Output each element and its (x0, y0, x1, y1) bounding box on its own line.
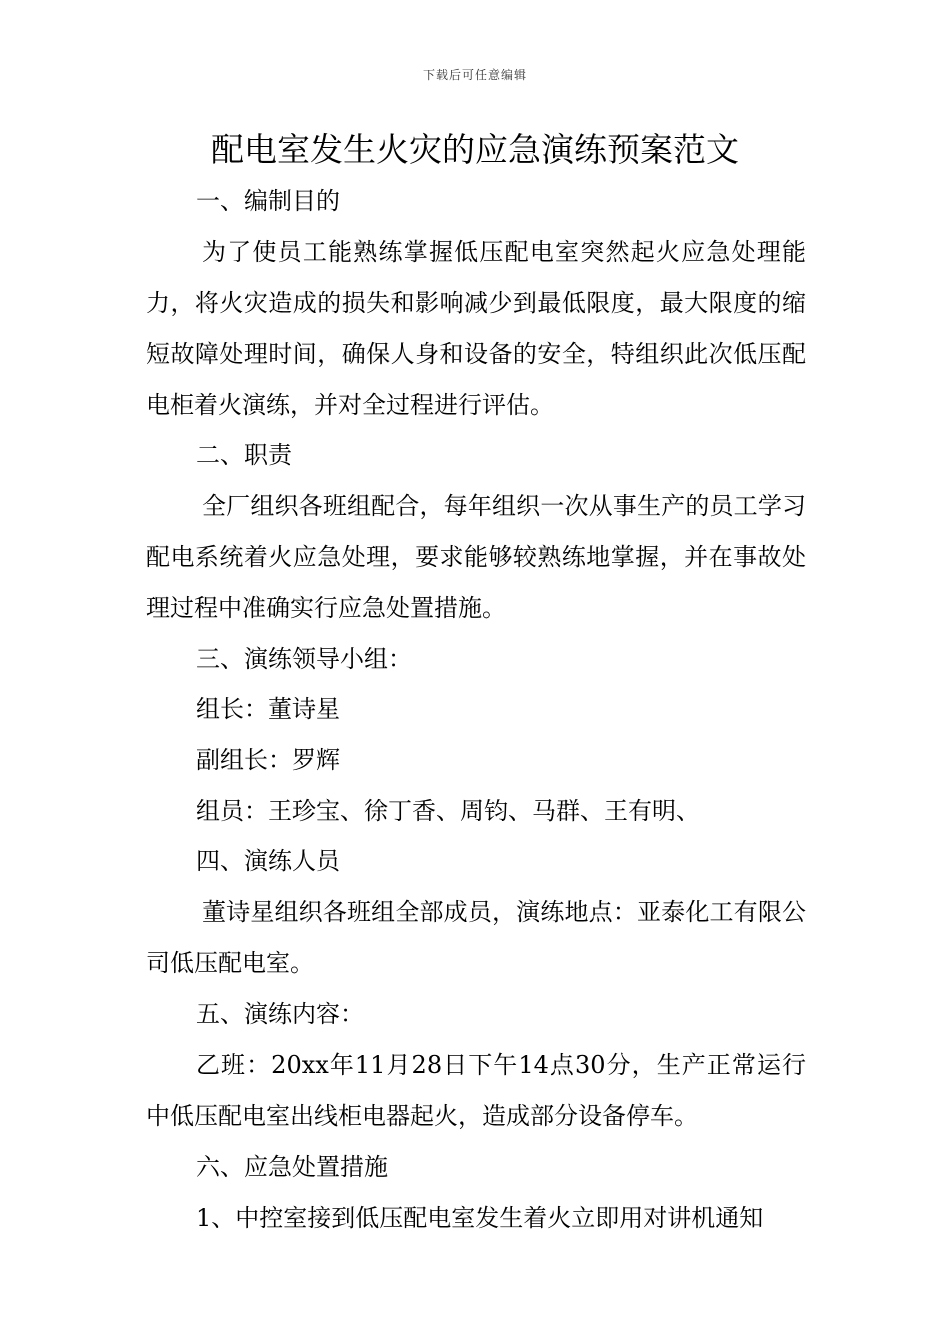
header-note: 下载后可任意编辑 (422, 68, 527, 82)
members-line: 组员：王珍宝、徐丁香、周钧、马群、王有明、 (196, 797, 700, 825)
section-heading-1: 一、编制目的 (196, 187, 340, 215)
section-paragraph-4: 董诗星组织各班组全部成员，演练地点：亚泰化工有限公司低压配电室。 (146, 898, 806, 977)
section-paragraph-2: 全厂组织各班组配合，每年组织一次从事生产的员工学习配电系统着火应急处理，要求能够较熟练地掌握，并在事故处理过程中准确实行应急处置措施。 (146, 492, 806, 622)
document-body (146, 176, 806, 1244)
section-heading-5: 五、演练内容： (196, 1000, 364, 1028)
leader-line: 组长：董诗星 (196, 695, 340, 723)
deputy-leader-line: 副组长：罗辉 (196, 746, 340, 774)
section-heading-3: 三、演练领导小组： (196, 645, 412, 673)
section-paragraph-1: 为了使员工能熟练掌握低压配电室突然起火应急处理能力，将火灾造成的损失和影响减少到最低限度，最大限度的缩短故障处理时间，确保人身和设备的安全，特组织此次低压配电柜着火演练，并对全过程进行评估。 (146, 238, 806, 419)
measure-item-1: 1、中控室接到低压配电室发生着火立即用对讲机通知 (196, 1204, 764, 1232)
section-paragraph-5: 乙班：20xx年11月28日下午14点30分，生产正常运行中低压配电室出线柜电器起火，造成部分设备停车。 (146, 1051, 806, 1130)
document-title: 配电室发生火灾的应急演练预案范文 (211, 130, 739, 169)
section-heading-6: 六、应急处置措施 (196, 1153, 388, 1181)
section-heading-4: 四、演练人员 (196, 847, 340, 875)
section-heading-2: 二、职责 (196, 441, 292, 469)
